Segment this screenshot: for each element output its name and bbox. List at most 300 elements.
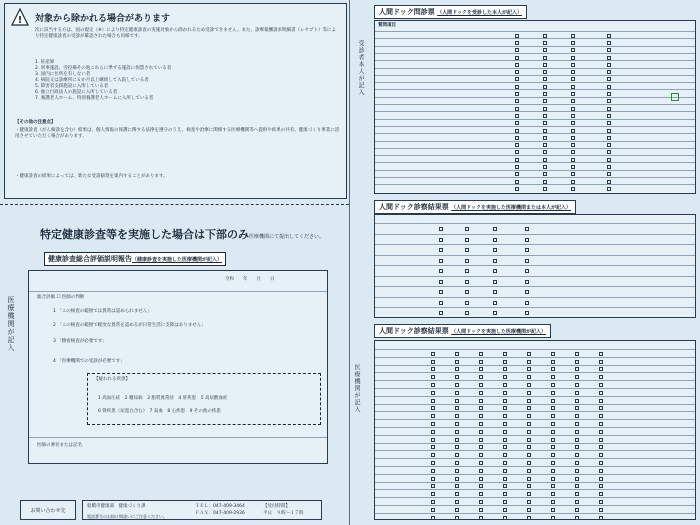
checkbox[interactable] — [493, 290, 497, 294]
checkbox[interactable] — [527, 406, 531, 410]
checkbox[interactable] — [527, 438, 531, 442]
checkbox-icon[interactable] — [671, 93, 679, 101]
checkbox[interactable] — [527, 352, 531, 356]
checkbox[interactable] — [599, 492, 603, 496]
checkbox[interactable] — [515, 129, 519, 133]
checkbox[interactable] — [479, 438, 483, 442]
checkbox[interactable] — [607, 129, 611, 133]
checkbox[interactable] — [493, 248, 497, 252]
checkbox[interactable] — [607, 121, 611, 125]
checkbox[interactable] — [571, 165, 575, 169]
checkbox[interactable] — [503, 414, 507, 418]
checkbox[interactable] — [431, 360, 435, 364]
checkbox[interactable] — [503, 352, 507, 356]
checkbox[interactable] — [575, 500, 579, 504]
checkbox[interactable] — [479, 367, 483, 371]
checkbox[interactable] — [543, 70, 547, 74]
checkbox[interactable] — [571, 107, 575, 111]
checkbox[interactable] — [607, 114, 611, 118]
checkbox[interactable] — [607, 107, 611, 111]
checkbox[interactable] — [515, 114, 519, 118]
checkbox[interactable] — [503, 383, 507, 387]
checkbox[interactable] — [503, 477, 507, 481]
checkbox[interactable] — [575, 375, 579, 379]
checkbox[interactable] — [455, 375, 459, 379]
checkbox[interactable] — [525, 269, 529, 273]
checkbox[interactable] — [551, 375, 555, 379]
checkbox[interactable] — [527, 399, 531, 403]
checkbox[interactable] — [525, 280, 529, 284]
checkbox[interactable] — [551, 367, 555, 371]
checkbox[interactable] — [455, 516, 459, 520]
checkbox[interactable] — [543, 136, 547, 140]
checkbox[interactable] — [607, 172, 611, 176]
checkbox[interactable] — [479, 360, 483, 364]
checkbox[interactable] — [543, 129, 547, 133]
checkbox[interactable] — [551, 352, 555, 356]
checkbox[interactable] — [607, 136, 611, 140]
checkbox[interactable] — [439, 238, 443, 242]
checkbox[interactable] — [551, 516, 555, 520]
checkbox[interactable] — [493, 238, 497, 242]
checkbox[interactable] — [599, 508, 603, 512]
checkbox[interactable] — [515, 107, 519, 111]
checkbox[interactable] — [599, 516, 603, 520]
checkbox[interactable] — [527, 516, 531, 520]
checkbox[interactable] — [431, 461, 435, 465]
checkbox[interactable] — [431, 516, 435, 520]
checkbox[interactable] — [607, 85, 611, 89]
checkbox[interactable] — [543, 121, 547, 125]
checkbox[interactable] — [479, 430, 483, 434]
checkbox[interactable] — [543, 107, 547, 111]
checkbox[interactable] — [543, 165, 547, 169]
checkbox[interactable] — [527, 414, 531, 418]
checkbox[interactable] — [527, 500, 531, 504]
checkbox[interactable] — [431, 399, 435, 403]
checkbox[interactable] — [503, 391, 507, 395]
checkbox[interactable] — [607, 63, 611, 67]
checkbox[interactable] — [503, 453, 507, 457]
checkbox[interactable] — [527, 383, 531, 387]
checkbox[interactable] — [493, 269, 497, 273]
checkbox[interactable] — [455, 383, 459, 387]
checkbox[interactable] — [527, 477, 531, 481]
checkbox[interactable] — [599, 430, 603, 434]
checkbox[interactable] — [465, 301, 469, 305]
checkbox[interactable] — [465, 311, 469, 315]
checkbox[interactable] — [515, 56, 519, 60]
checkbox[interactable] — [571, 129, 575, 133]
checkbox[interactable] — [455, 352, 459, 356]
checkbox[interactable] — [575, 516, 579, 520]
checkbox[interactable] — [439, 227, 443, 231]
checkbox[interactable] — [479, 391, 483, 395]
checkbox[interactable] — [543, 187, 547, 191]
checkbox[interactable] — [599, 438, 603, 442]
checkbox[interactable] — [479, 492, 483, 496]
checkbox[interactable] — [575, 391, 579, 395]
checkbox[interactable] — [543, 56, 547, 60]
checkbox[interactable] — [465, 280, 469, 284]
checkbox[interactable] — [431, 477, 435, 481]
checkbox[interactable] — [607, 143, 611, 147]
checkbox[interactable] — [571, 92, 575, 96]
checkbox[interactable] — [515, 187, 519, 191]
checkbox[interactable] — [599, 453, 603, 457]
checkbox[interactable] — [607, 41, 611, 45]
checkbox[interactable] — [455, 445, 459, 449]
checkbox[interactable] — [465, 269, 469, 273]
checkbox[interactable] — [479, 352, 483, 356]
checkbox[interactable] — [575, 367, 579, 371]
checkbox[interactable] — [503, 375, 507, 379]
checkbox[interactable] — [543, 48, 547, 52]
checkbox[interactable] — [455, 391, 459, 395]
checkbox[interactable] — [503, 469, 507, 473]
checkbox[interactable] — [525, 227, 529, 231]
checkbox[interactable] — [551, 508, 555, 512]
checkbox[interactable] — [515, 143, 519, 147]
checkbox[interactable] — [599, 399, 603, 403]
checkbox[interactable] — [575, 469, 579, 473]
checkbox[interactable] — [607, 92, 611, 96]
checkbox[interactable] — [479, 383, 483, 387]
checkbox[interactable] — [479, 508, 483, 512]
checkbox[interactable] — [515, 34, 519, 38]
checkbox[interactable] — [515, 121, 519, 125]
checkbox[interactable] — [599, 461, 603, 465]
checkbox[interactable] — [607, 187, 611, 191]
checkbox[interactable] — [543, 180, 547, 184]
checkbox[interactable] — [527, 492, 531, 496]
checkbox[interactable] — [455, 422, 459, 426]
checkbox[interactable] — [455, 484, 459, 488]
checkbox[interactable] — [465, 259, 469, 263]
checkbox[interactable] — [515, 158, 519, 162]
checkbox[interactable] — [551, 500, 555, 504]
checkbox[interactable] — [571, 48, 575, 52]
checkbox[interactable] — [551, 414, 555, 418]
checkbox[interactable] — [479, 469, 483, 473]
checkbox[interactable] — [503, 461, 507, 465]
checkbox[interactable] — [439, 248, 443, 252]
checkbox[interactable] — [455, 477, 459, 481]
checkbox[interactable] — [599, 367, 603, 371]
checkbox[interactable] — [479, 406, 483, 410]
checkbox[interactable] — [431, 484, 435, 488]
checkbox[interactable] — [543, 77, 547, 81]
checkbox[interactable] — [551, 453, 555, 457]
checkbox[interactable] — [503, 492, 507, 496]
checkbox[interactable] — [431, 438, 435, 442]
checkbox[interactable] — [543, 114, 547, 118]
checkbox[interactable] — [479, 445, 483, 449]
checkbox[interactable] — [503, 500, 507, 504]
checkbox[interactable] — [479, 516, 483, 520]
checkbox[interactable] — [503, 367, 507, 371]
checkbox[interactable] — [525, 301, 529, 305]
checkbox[interactable] — [571, 99, 575, 103]
checkbox[interactable] — [543, 99, 547, 103]
checkbox[interactable] — [493, 259, 497, 263]
checkbox[interactable] — [575, 461, 579, 465]
checkbox[interactable] — [493, 301, 497, 305]
checkbox[interactable] — [575, 352, 579, 356]
checkbox[interactable] — [431, 367, 435, 371]
checkbox[interactable] — [599, 375, 603, 379]
checkbox[interactable] — [431, 391, 435, 395]
checkbox[interactable] — [527, 422, 531, 426]
checkbox[interactable] — [439, 269, 443, 273]
checkbox[interactable] — [479, 484, 483, 488]
checkbox[interactable] — [479, 453, 483, 457]
checkbox[interactable] — [527, 453, 531, 457]
checkbox[interactable] — [527, 391, 531, 395]
checkbox[interactable] — [503, 399, 507, 403]
checkbox[interactable] — [439, 259, 443, 263]
checkbox[interactable] — [575, 430, 579, 434]
checkbox[interactable] — [527, 484, 531, 488]
checkbox[interactable] — [575, 438, 579, 442]
checkbox[interactable] — [455, 414, 459, 418]
checkbox[interactable] — [455, 360, 459, 364]
checkbox[interactable] — [571, 187, 575, 191]
checkbox[interactable] — [455, 461, 459, 465]
checkbox[interactable] — [599, 422, 603, 426]
checkbox[interactable] — [543, 41, 547, 45]
checkbox[interactable] — [439, 301, 443, 305]
checkbox[interactable] — [465, 238, 469, 242]
checkbox[interactable] — [515, 41, 519, 45]
checkbox[interactable] — [599, 414, 603, 418]
checkbox[interactable] — [575, 414, 579, 418]
checkbox[interactable] — [525, 248, 529, 252]
checkbox[interactable] — [503, 484, 507, 488]
checkbox[interactable] — [455, 430, 459, 434]
checkbox[interactable] — [465, 227, 469, 231]
checkbox[interactable] — [503, 360, 507, 364]
checkbox[interactable] — [607, 34, 611, 38]
checkbox[interactable] — [571, 172, 575, 176]
checkbox[interactable] — [527, 375, 531, 379]
checkbox[interactable] — [543, 92, 547, 96]
checkbox[interactable] — [493, 227, 497, 231]
checkbox[interactable] — [515, 165, 519, 169]
doctor-sign[interactable]: 医師の署名または記名 — [37, 443, 82, 448]
checkbox[interactable] — [527, 360, 531, 364]
checkbox[interactable] — [431, 414, 435, 418]
checkbox[interactable] — [479, 414, 483, 418]
checkbox[interactable] — [503, 508, 507, 512]
checkbox[interactable] — [439, 311, 443, 315]
checkbox[interactable] — [571, 180, 575, 184]
checkbox[interactable] — [431, 430, 435, 434]
checkbox[interactable] — [527, 445, 531, 449]
checkbox[interactable] — [575, 399, 579, 403]
checkbox[interactable] — [607, 70, 611, 74]
checkbox[interactable] — [571, 41, 575, 45]
checkbox[interactable] — [431, 352, 435, 356]
checkbox[interactable] — [599, 391, 603, 395]
eval-item[interactable]: 2 「この検査の範囲で軽度な異常を認めるが日常生活に支障はありません」 — [53, 323, 206, 328]
checkbox[interactable] — [575, 406, 579, 410]
checkbox[interactable] — [515, 150, 519, 154]
checkbox[interactable] — [431, 406, 435, 410]
checkbox[interactable] — [575, 508, 579, 512]
checkbox[interactable] — [515, 99, 519, 103]
checkbox[interactable] — [543, 150, 547, 154]
checkbox[interactable] — [431, 492, 435, 496]
checkbox[interactable] — [571, 77, 575, 81]
checkbox[interactable] — [575, 492, 579, 496]
checkbox[interactable] — [455, 500, 459, 504]
checkbox[interactable] — [479, 461, 483, 465]
checkbox[interactable] — [551, 477, 555, 481]
checkbox[interactable] — [599, 406, 603, 410]
checkbox[interactable] — [479, 477, 483, 481]
checkbox[interactable] — [455, 508, 459, 512]
checkbox[interactable] — [479, 399, 483, 403]
checkbox[interactable] — [607, 165, 611, 169]
checkbox[interactable] — [431, 383, 435, 387]
checkbox[interactable] — [455, 453, 459, 457]
checkbox[interactable] — [551, 438, 555, 442]
checkbox[interactable] — [431, 453, 435, 457]
checkbox[interactable] — [479, 422, 483, 426]
eval-item[interactable]: 1 「この検査の範囲では異常は認められません」 — [53, 309, 152, 314]
checkbox[interactable] — [515, 92, 519, 96]
checkbox[interactable] — [575, 360, 579, 364]
checkbox[interactable] — [515, 63, 519, 67]
checkbox[interactable] — [431, 508, 435, 512]
checkbox[interactable] — [599, 352, 603, 356]
checkbox[interactable] — [607, 99, 611, 103]
checkbox[interactable] — [551, 469, 555, 473]
checkbox[interactable] — [571, 158, 575, 162]
checkbox[interactable] — [607, 180, 611, 184]
checkbox[interactable] — [515, 180, 519, 184]
checkbox[interactable] — [493, 311, 497, 315]
checkbox[interactable] — [455, 492, 459, 496]
checkbox[interactable] — [575, 383, 579, 387]
checkbox[interactable] — [527, 430, 531, 434]
checkbox[interactable] — [551, 484, 555, 488]
checkbox[interactable] — [599, 360, 603, 364]
checkbox[interactable] — [607, 150, 611, 154]
checkbox[interactable] — [599, 500, 603, 504]
checkbox[interactable] — [503, 430, 507, 434]
checkbox[interactable] — [431, 469, 435, 473]
checkbox[interactable] — [571, 63, 575, 67]
checkbox[interactable] — [571, 150, 575, 154]
checkbox[interactable] — [599, 445, 603, 449]
checkbox[interactable] — [431, 445, 435, 449]
checkbox[interactable] — [575, 484, 579, 488]
checkbox[interactable] — [543, 34, 547, 38]
checkbox[interactable] — [551, 406, 555, 410]
checkbox[interactable] — [439, 290, 443, 294]
checkbox[interactable] — [551, 399, 555, 403]
checkbox[interactable] — [503, 406, 507, 410]
checkbox[interactable] — [607, 56, 611, 60]
checkbox[interactable] — [575, 445, 579, 449]
checkbox[interactable] — [571, 121, 575, 125]
checkbox[interactable] — [455, 438, 459, 442]
checkbox[interactable] — [431, 375, 435, 379]
checkbox[interactable] — [551, 492, 555, 496]
checkbox[interactable] — [525, 290, 529, 294]
checkbox[interactable] — [551, 360, 555, 364]
checkbox[interactable] — [527, 508, 531, 512]
checkbox[interactable] — [527, 367, 531, 371]
checkbox[interactable] — [543, 143, 547, 147]
checkbox[interactable] — [571, 56, 575, 60]
checkbox[interactable] — [551, 430, 555, 434]
checkbox[interactable] — [575, 453, 579, 457]
checkbox[interactable] — [599, 469, 603, 473]
checkbox[interactable] — [599, 484, 603, 488]
checkbox[interactable] — [607, 48, 611, 52]
checkbox[interactable] — [455, 399, 459, 403]
checkbox[interactable] — [551, 422, 555, 426]
checkbox[interactable] — [543, 172, 547, 176]
eval-item[interactable]: 4 「医療機関での受診が必要です」 — [53, 359, 125, 364]
checkbox[interactable] — [503, 438, 507, 442]
checkbox[interactable] — [571, 70, 575, 74]
checkbox[interactable] — [439, 280, 443, 284]
checkbox[interactable] — [551, 445, 555, 449]
checkbox[interactable] — [571, 114, 575, 118]
checkbox[interactable] — [571, 143, 575, 147]
checkbox[interactable] — [431, 422, 435, 426]
checkbox[interactable] — [607, 77, 611, 81]
checkbox[interactable] — [525, 238, 529, 242]
checkbox[interactable] — [607, 158, 611, 162]
checkbox[interactable] — [543, 85, 547, 89]
checkbox[interactable] — [515, 85, 519, 89]
checkbox[interactable] — [515, 48, 519, 52]
checkbox[interactable] — [455, 367, 459, 371]
checkbox[interactable] — [503, 516, 507, 520]
checkbox[interactable] — [527, 469, 531, 473]
checkbox[interactable] — [551, 391, 555, 395]
checkbox[interactable] — [571, 34, 575, 38]
checkbox[interactable] — [515, 136, 519, 140]
checkbox[interactable] — [543, 158, 547, 162]
checkbox[interactable] — [599, 383, 603, 387]
checkbox[interactable] — [493, 280, 497, 284]
checkbox[interactable] — [525, 311, 529, 315]
checkbox[interactable] — [455, 469, 459, 473]
eval-item[interactable]: 3 「精密検査が必要です」 — [53, 339, 107, 344]
checkbox[interactable] — [551, 383, 555, 387]
checkbox[interactable] — [571, 136, 575, 140]
checkbox[interactable] — [479, 375, 483, 379]
checkbox[interactable] — [599, 477, 603, 481]
checkbox[interactable] — [503, 445, 507, 449]
checkbox[interactable] — [571, 85, 575, 89]
checkbox[interactable] — [515, 77, 519, 81]
checkbox[interactable] — [515, 70, 519, 74]
checkbox[interactable] — [515, 172, 519, 176]
checkbox[interactable] — [431, 500, 435, 504]
checkbox[interactable] — [465, 248, 469, 252]
checkbox[interactable] — [465, 290, 469, 294]
checkbox[interactable] — [525, 259, 529, 263]
checkbox[interactable] — [575, 422, 579, 426]
checkbox[interactable] — [543, 63, 547, 67]
